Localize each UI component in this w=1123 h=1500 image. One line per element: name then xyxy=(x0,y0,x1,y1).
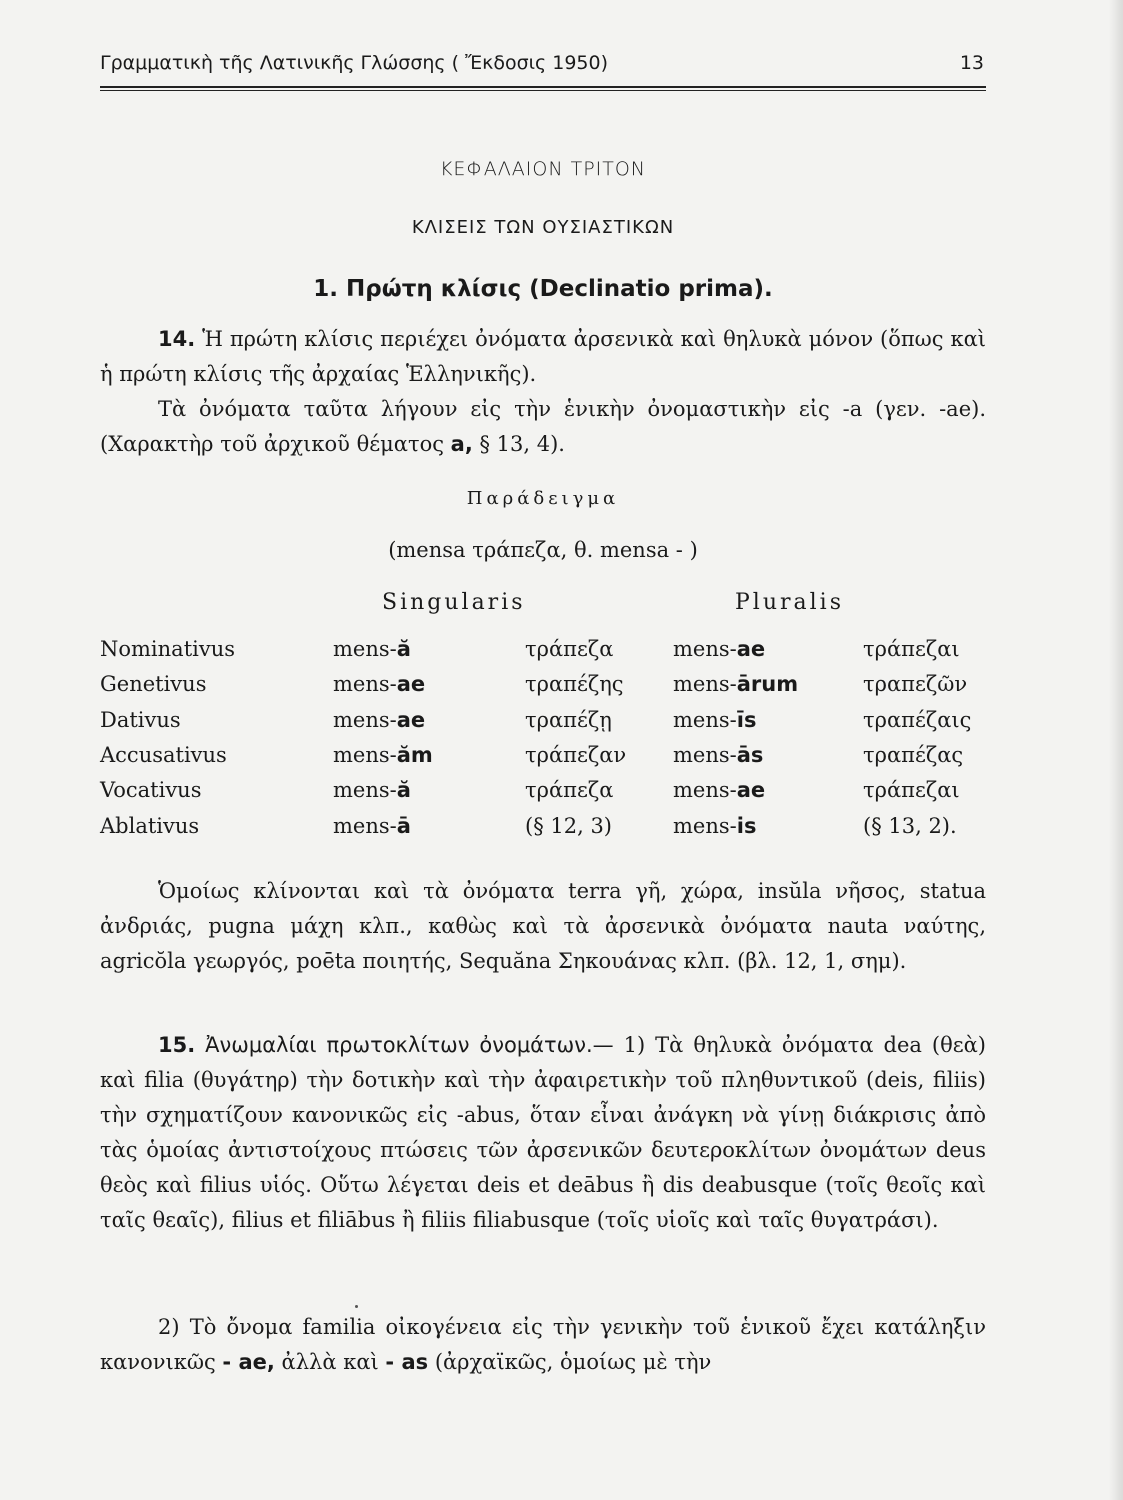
ending-ae: - ae, xyxy=(222,1350,275,1374)
paragraph-text: Τὰ ὀνόματα ταῦτα λήγουν εἰς τὴν ἑνικὴν ὀνομαστικὴν εἰς -a (γεν. -ae). (Χαρακτὴρ τοῦ ἀρχικοῦ θέματος xyxy=(100,397,986,456)
stem: mens- xyxy=(333,814,397,838)
ending: ārum xyxy=(736,672,799,696)
ending: is xyxy=(736,814,757,838)
ending: ae xyxy=(396,708,426,732)
chapter-subheading: ΚΛΙΣΕΙΣ ΤΩΝ ΟΥΣΙΑΣΤΙΚΩΝ xyxy=(411,217,675,238)
singular-latin xyxy=(333,743,433,767)
print-speck xyxy=(355,1305,358,1308)
singular-latin xyxy=(333,814,411,838)
paragraph-15-title: Ἀνωμαλίαι πρωτοκλίτων ὀνομάτων.— xyxy=(205,1033,614,1057)
ending-as: - as xyxy=(385,1350,429,1374)
stem: mens- xyxy=(673,778,737,802)
stem: mens- xyxy=(333,637,397,661)
plural-latin xyxy=(673,708,756,732)
singular-greek: τραπέζης xyxy=(525,672,624,696)
paragraph-text: 1) Τὰ θηλυκὰ ὀνόματα dea (θεὰ) καὶ filia (θυγάτηρ) τὴν δοτικὴν καὶ τὴν ἀφαιρετικὴν τοῦ πληθυντικοῦ (deis, filiis) τὴν σχηματίζουν κανονικῶς εἰς -abus, ὅταν εἶναι ἀνάγκη νὰ γίνῃ διάκρισις ἀπὸ τὰς ὁμοίας ἀντιστοίχους πτώσεις τῶν ἀρσενικῶν δευτεροκλίτων ὀνομάτων deus θεὸς καὶ filius υἱός. Οὕτω λέγεται deis et deābus ἢ dis deabusque (τοῖς θεοῖς καὶ ταῖς θεαῖς), filius et filiābus ἢ filiis filiabusque (τοῖς υἱοῖς καὶ ταῖς θυγατράσι). xyxy=(100,1033,986,1232)
paradigm-label: Παράδειγμα xyxy=(466,488,620,509)
paradigm-row xyxy=(0,637,1123,671)
plural-latin xyxy=(673,672,798,696)
ending: ae xyxy=(736,778,766,802)
plural-latin xyxy=(673,778,765,802)
plural-greek: τραπέζας xyxy=(863,743,964,767)
ending: ăm xyxy=(396,743,433,767)
plural-greek: τράπεζαι xyxy=(863,778,960,802)
paradigm-row xyxy=(0,708,1123,742)
plural-greek: τραπεζῶν xyxy=(863,672,968,696)
singular-greek: τράπεζαν xyxy=(525,743,627,767)
ending: ă xyxy=(396,637,411,661)
paradigm-row xyxy=(0,778,1123,812)
singular-latin xyxy=(333,778,411,802)
paragraph-similar-nouns: Ὁμοίως κλίνονται καὶ τὰ ὀνόματα terra γῆ, χώρα, insŭla νῆσος, statua ἀνδριάς, pugna μάχη κλπ., καθὼς καὶ τὰ ἀρσενικὰ ὀνόματα nauta ναύτης, agricŏla γεωργός, poēta ποιητής, Sequăna Σηκουάνας κλπ. (βλ. 12, 1, σημ). xyxy=(100,879,986,973)
paragraph-14-continuation xyxy=(100,392,986,462)
ending: ā xyxy=(396,814,411,838)
case-name: Accusativus xyxy=(100,743,227,767)
paragraph-number: 15. xyxy=(158,1033,196,1057)
case-name: Nominativus xyxy=(100,637,236,661)
plural-greek: (§ 13, 2). xyxy=(863,814,957,838)
ending: ās xyxy=(736,743,764,767)
stem: mens- xyxy=(333,708,397,732)
ending: ae xyxy=(396,672,426,696)
stem: mens- xyxy=(673,743,737,767)
stem: mens- xyxy=(673,637,737,661)
header-rule xyxy=(100,86,986,88)
ending: ae xyxy=(736,637,766,661)
stem: mens- xyxy=(333,743,397,767)
paragraph-text: 2) Τὸ ὄνομα familia οἰκογένεια εἰς τὴν γενικὴν τοῦ ἑνικοῦ ἔχει κατάληξιν κανονικῶς xyxy=(100,1315,986,1374)
case-name: Dativus xyxy=(100,708,181,732)
running-title: Γραμματικὴ τῆς Λατινικῆς Γλώσσης ( Ἔκδοσις 1950) xyxy=(100,52,609,74)
paradigm-word: (mensa τράπεζα, θ. mensa - ) xyxy=(388,538,698,562)
plural-greek: τραπέζαις xyxy=(863,708,972,732)
singular-latin xyxy=(333,708,425,732)
singular-heading: Singularis xyxy=(382,590,526,615)
ending: ă xyxy=(396,778,411,802)
running-header xyxy=(100,52,986,84)
stem: mens- xyxy=(673,708,737,732)
ending: īs xyxy=(736,708,757,732)
header-rule-thin xyxy=(100,90,986,91)
case-name: Vocativus xyxy=(100,778,202,802)
paragraph-15-2 xyxy=(100,1310,986,1380)
stem: mens- xyxy=(333,672,397,696)
singular-greek: τράπεζα xyxy=(525,778,614,802)
plural-greek: τράπεζαι xyxy=(863,637,960,661)
paragraph-14 xyxy=(100,322,986,392)
singular-greek: (§ 12, 3) xyxy=(525,814,612,838)
page-number: 13 xyxy=(959,52,984,74)
paragraph-number: 14. xyxy=(158,327,196,351)
theme-letter: a, xyxy=(450,432,473,456)
stem: mens- xyxy=(333,778,397,802)
paragraph-text: (ἀρχαϊκῶς, ὁμοίως μὲ τὴν xyxy=(434,1350,712,1374)
plural-latin xyxy=(673,814,756,838)
paradigm-row xyxy=(0,743,1123,777)
singular-latin xyxy=(333,637,411,661)
singular-greek: τράπεζα xyxy=(525,637,614,661)
case-name: Genetivus xyxy=(100,672,207,696)
paradigm-row xyxy=(0,814,1123,848)
plural-latin xyxy=(673,637,765,661)
singular-greek: τραπέζῃ xyxy=(525,708,612,732)
plural-heading: Pluralis xyxy=(735,590,845,615)
paragraph-15 xyxy=(100,1028,986,1238)
stem: mens- xyxy=(673,672,737,696)
paragraph-text: ἀλλὰ καὶ xyxy=(281,1350,379,1374)
plural-latin xyxy=(673,743,763,767)
section-title: 1. Πρώτη κλίσις (Declinatio prima). xyxy=(313,276,773,302)
paragraph-reference: § 13, 4). xyxy=(479,432,565,456)
chapter-heading: ΚΕΦΑΛΑΙΟΝ ΤΡΙΤΟΝ xyxy=(439,158,647,180)
singular-latin xyxy=(333,672,425,696)
case-name: Ablativus xyxy=(100,814,200,838)
paradigm-row xyxy=(0,672,1123,706)
stem: mens- xyxy=(673,814,737,838)
paragraph-text: Ἡ πρώτη κλίσις περιέχει ὀνόματα ἀρσενικὰ καὶ θηλυκὰ μόνον (ὅπως καὶ ἡ πρώτη κλίσις τῆς ἀρχαίας Ἑλληνικῆς). xyxy=(100,327,986,386)
